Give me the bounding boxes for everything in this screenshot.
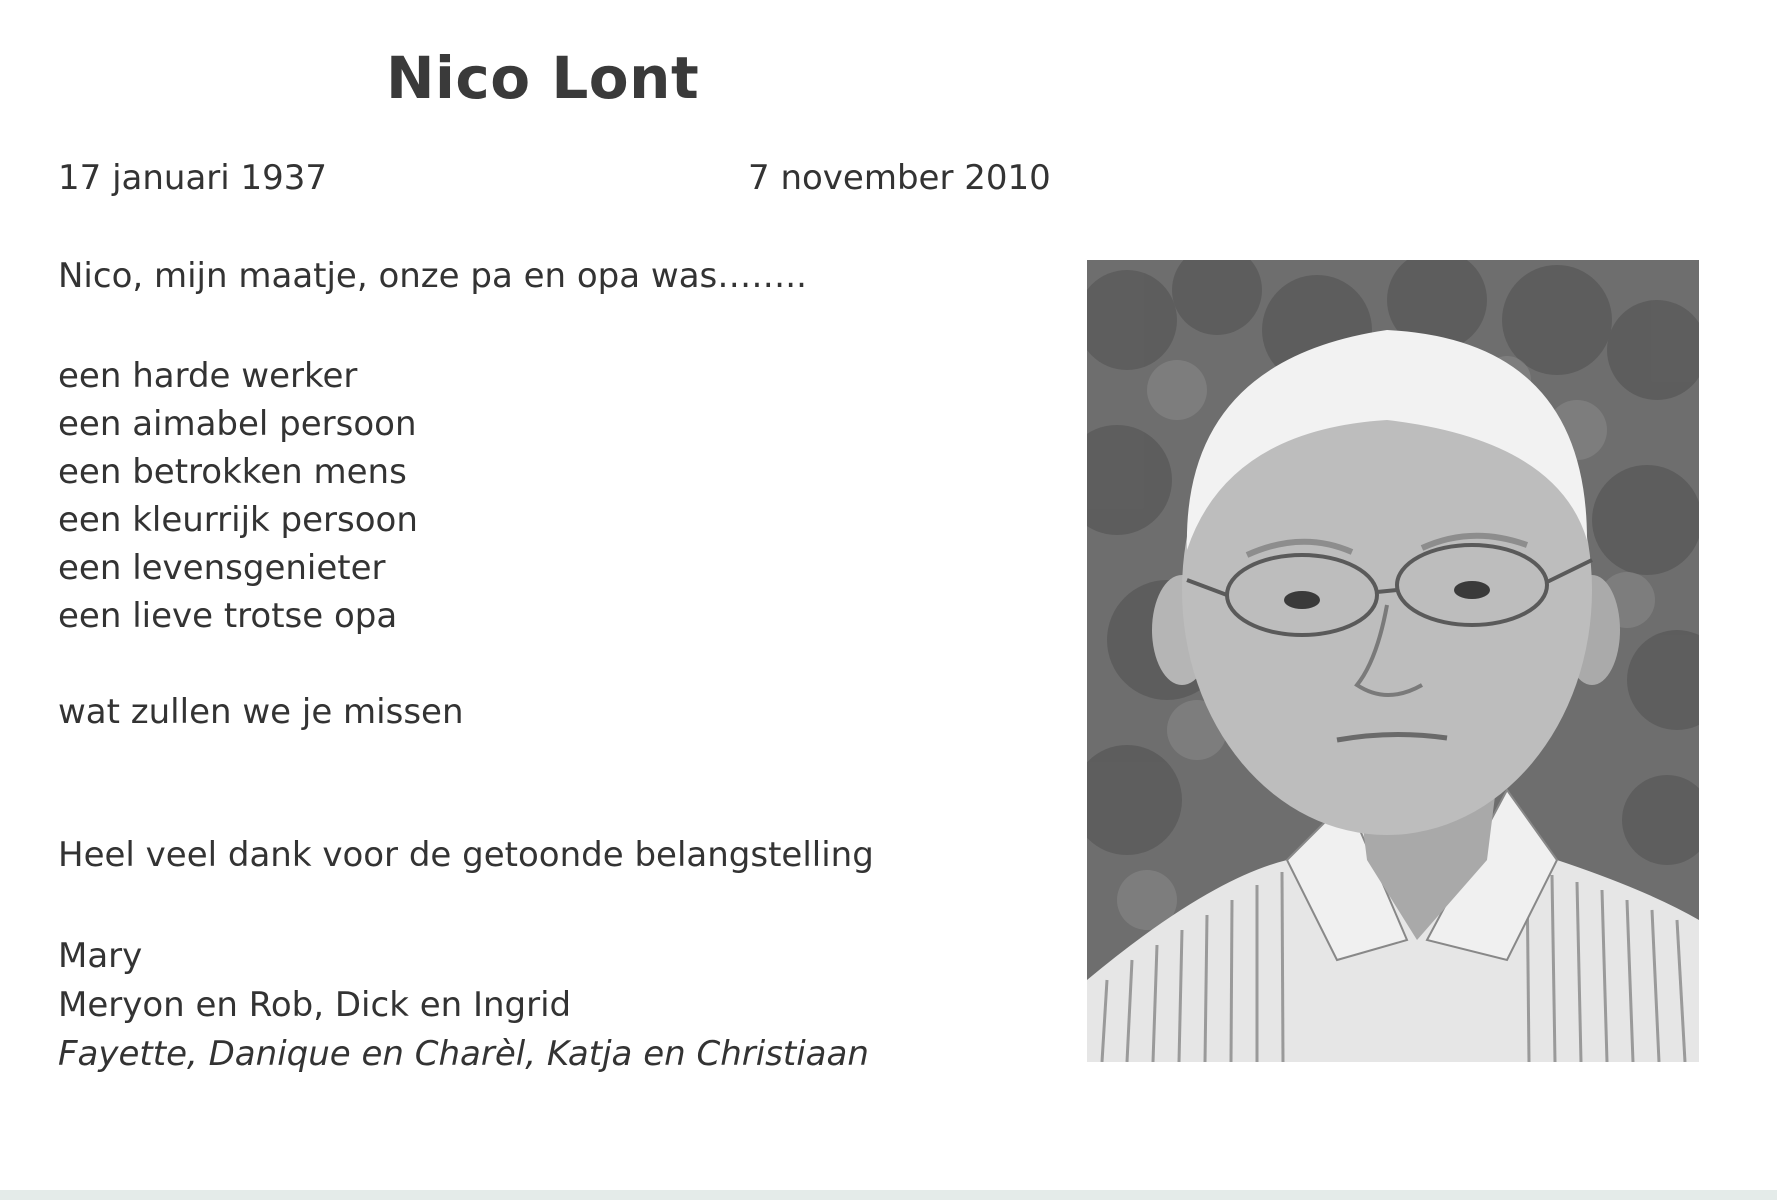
- family-line-grandchildren: Fayette, Danique en Charèl, Katja en Christiaan: [58, 1034, 869, 1074]
- portrait-photo: [1087, 260, 1699, 1062]
- closing-line: wat zullen we je missen: [58, 692, 464, 732]
- death-date: 7 november 2010: [748, 158, 1051, 198]
- trait-item: een kleurrijk persoon: [58, 500, 418, 540]
- trait-item: een betrokken mens: [58, 452, 407, 492]
- family-line-children: Meryon en Rob, Dick en Ingrid: [58, 985, 572, 1025]
- portrait-image: [1087, 260, 1699, 1062]
- deceased-name: Nico Lont: [386, 44, 700, 112]
- birth-date: 17 januari 1937: [58, 158, 328, 198]
- family-signature: [58, 932, 869, 1079]
- family-line-spouse: Mary: [58, 936, 143, 976]
- traits-list: [58, 352, 418, 640]
- trait-item: een aimabel persoon: [58, 404, 417, 444]
- trait-item: een harde werker: [58, 356, 358, 396]
- scan-edge: [0, 1190, 1777, 1200]
- intro-line: Nico, mijn maatje, onze pa en opa was……..: [58, 256, 807, 296]
- trait-item: een lieve trotse opa: [58, 596, 398, 636]
- trait-item: een levensgenieter: [58, 548, 386, 588]
- thanks-line: Heel veel dank voor de getoonde belangstelling: [58, 835, 874, 875]
